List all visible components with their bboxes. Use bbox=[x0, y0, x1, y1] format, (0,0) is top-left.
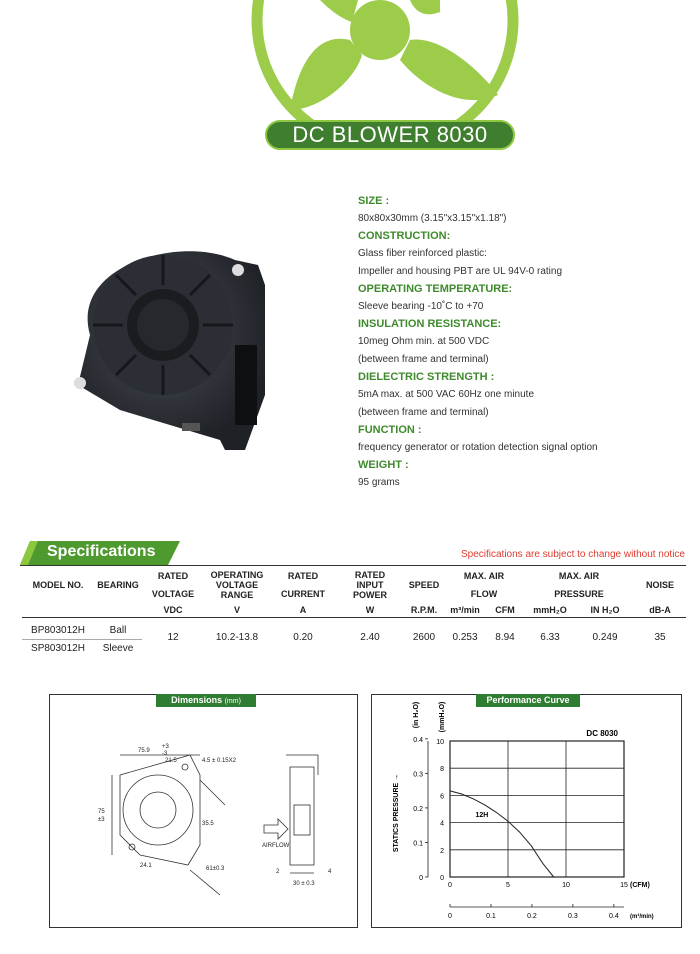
col-pressure: MAX. AIR bbox=[558, 571, 600, 581]
dimensions-tag: Dimensions (mm) bbox=[156, 694, 256, 707]
spec-value: Impeller and housing PBT are UL 94V-0 rating bbox=[358, 266, 563, 277]
dim-airflow: AIRFLOW bbox=[262, 843, 290, 849]
dimensions-panel bbox=[49, 694, 358, 928]
spec-value: 5mA max. at 500 VAC 60Hz one minute bbox=[358, 389, 535, 400]
dim-right-small: 4 bbox=[328, 869, 332, 875]
y-units-in: (in H₂O) bbox=[413, 701, 420, 729]
unit-speed: R.P.M. bbox=[404, 603, 444, 618]
spec-value: frequency generator or rotation detection signal option bbox=[358, 442, 598, 453]
spec-table bbox=[22, 567, 686, 657]
spec-list bbox=[358, 193, 688, 492]
y-tick-in: 0.3 bbox=[413, 771, 423, 779]
spec-value: 10meg Ohm min. at 500 VDC bbox=[358, 336, 490, 347]
unit-flow-cfm: CFM bbox=[486, 603, 524, 618]
unit-blank bbox=[22, 603, 94, 618]
col-airflow: MAX. AIR bbox=[463, 571, 505, 581]
col-op-voltage: OPERATING VOLTAGE RANGE bbox=[210, 570, 264, 600]
spec-heading: WEIGHT : bbox=[358, 459, 409, 471]
unit-noise: dB-A bbox=[634, 603, 686, 618]
divider bbox=[20, 565, 686, 566]
x-tick-cfm: 5 bbox=[506, 882, 510, 889]
y-tick-mm: 10 bbox=[436, 739, 444, 746]
y-axis-label: STATICS PRESSURE → bbox=[393, 773, 400, 853]
series-label: 12H bbox=[475, 812, 489, 820]
y-tick-mm: 4 bbox=[440, 820, 444, 828]
dim-width-tol2: -3 bbox=[162, 751, 168, 757]
y-tick-mm: 6 bbox=[440, 793, 444, 801]
unit-current: A bbox=[270, 603, 336, 618]
dim-width-tol: +3 bbox=[162, 744, 169, 750]
model-cell: BP803012H bbox=[31, 625, 85, 636]
col-pressure-2: PRESSURE bbox=[554, 589, 604, 599]
spec-value: Sleeve bearing -10˚C to +70 bbox=[358, 301, 484, 312]
unit-flow-m3: m³/min bbox=[444, 603, 486, 618]
y-units-mm: (mmH₂O) bbox=[439, 701, 446, 733]
spec-heading: SIZE : bbox=[358, 195, 390, 207]
specifications-title: Specifications bbox=[47, 543, 156, 560]
y-tick-in: 0.2 bbox=[413, 805, 423, 813]
spec-value: (between frame and terminal) bbox=[358, 407, 489, 418]
bearing-cell: Ball bbox=[109, 625, 127, 636]
performance-chart bbox=[372, 695, 681, 927]
spec-value: 80x80x30mm (3.15"x3.15"x1.18") bbox=[358, 213, 507, 224]
dim-bottom: 24.1 bbox=[140, 863, 152, 869]
performance-tag: Performance Curve bbox=[476, 694, 580, 707]
y-tick-in: 0.1 bbox=[413, 840, 423, 848]
specifications-banner bbox=[20, 541, 180, 565]
x-tick-m3: 0 bbox=[448, 913, 452, 920]
col-bearing: BEARING bbox=[97, 580, 139, 590]
spec-heading: DIELECTRIC STRENGTH : bbox=[358, 371, 495, 383]
y-tick-mm: 0 bbox=[440, 875, 444, 882]
col-rated-power: RATED INPUT POWER bbox=[352, 570, 387, 600]
x-units-cfm: (CFM) bbox=[630, 882, 650, 889]
x-tick-m3: 0.1 bbox=[486, 913, 496, 920]
x-tick-cfm: 10 bbox=[562, 882, 570, 889]
dim-height: 75 bbox=[98, 809, 105, 815]
plot-frame bbox=[450, 741, 624, 877]
col-speed: SPEED bbox=[408, 580, 440, 590]
col-airflow-2: FLOW bbox=[470, 589, 498, 599]
spec-heading: INSULATION RESISTANCE: bbox=[358, 318, 502, 330]
y-tick-mm: 2 bbox=[440, 847, 444, 855]
y-tick-in: 0 bbox=[419, 875, 423, 882]
col-rated-voltage: RATED bbox=[157, 571, 189, 581]
spec-heading: CONSTRUCTION: bbox=[358, 230, 451, 242]
performance-panel bbox=[371, 694, 682, 928]
x-tick-cfm: 0 bbox=[448, 882, 452, 889]
dim-hole: 4.5 ± 0.15X2 bbox=[202, 758, 236, 764]
current-cell: 0.20 bbox=[293, 632, 313, 643]
flow-m3-cell: 0.253 bbox=[452, 632, 478, 643]
col-rated-voltage-2: VOLTAGE bbox=[151, 589, 195, 599]
speed-cell: 2600 bbox=[412, 632, 436, 643]
dim-inner: 21.5 bbox=[165, 758, 177, 764]
power-cell: 2.40 bbox=[360, 632, 380, 643]
unit-blank bbox=[94, 603, 142, 618]
dim-width: 75.9 bbox=[138, 748, 150, 754]
dim-diag: 61±0.3 bbox=[206, 866, 225, 872]
dim-thick: 30 ± 0.3 bbox=[293, 881, 315, 887]
col-model: MODEL NO. bbox=[32, 580, 84, 590]
spec-value: Glass fiber reinforced plastic: bbox=[358, 248, 487, 259]
voltage-cell: 12 bbox=[167, 632, 179, 643]
y-tick-in: 0.4 bbox=[413, 736, 423, 744]
blower-photo bbox=[60, 225, 280, 455]
col-noise: NOISE bbox=[645, 580, 674, 590]
unit-press-in: IN H₂O bbox=[576, 603, 634, 618]
noise-cell: 35 bbox=[654, 632, 666, 643]
unit-voltage: VDC bbox=[142, 603, 204, 618]
x-tick-cfm: 15 bbox=[620, 882, 628, 889]
x-tick-m3: 0.4 bbox=[608, 913, 619, 920]
col-rated-current: RATED bbox=[287, 571, 319, 581]
unit-power: W bbox=[336, 603, 404, 618]
bearing-cell: Sleeve bbox=[102, 643, 134, 654]
series-line-12H bbox=[450, 791, 554, 877]
unit-range: V bbox=[204, 603, 270, 618]
x-tick-m3: 0.2 bbox=[527, 913, 537, 920]
y-tick-mm: 8 bbox=[440, 766, 444, 774]
spec-value: (between frame and terminal) bbox=[358, 354, 489, 365]
model-cell: SP803012H bbox=[31, 643, 85, 654]
spec-value: 95 grams bbox=[358, 477, 400, 488]
chart-subtitle: DC 8030 bbox=[586, 729, 618, 738]
press-in-cell: 0.249 bbox=[592, 632, 618, 643]
change-notice: Specifications are subject to change without notice bbox=[460, 549, 685, 560]
dimension-drawing bbox=[50, 695, 357, 927]
range-cell: 10.2-13.8 bbox=[215, 632, 259, 643]
press-mm-cell: 6.33 bbox=[540, 632, 560, 643]
page-title: DC BLOWER 8030 bbox=[265, 120, 515, 150]
dim-side: 35.5 bbox=[202, 821, 214, 827]
dim-left-small: 2 bbox=[276, 869, 280, 875]
x-tick-m3: 0.3 bbox=[568, 913, 578, 920]
flow-cfm-cell: 8.94 bbox=[495, 632, 515, 643]
col-rated-current-2: CURRENT bbox=[281, 589, 325, 599]
spec-heading: FUNCTION : bbox=[358, 424, 422, 436]
unit-press-mm: mmH₂O bbox=[524, 603, 576, 618]
spec-heading: OPERATING TEMPERATURE: bbox=[358, 283, 513, 295]
dim-height-tol: ±3 bbox=[98, 817, 105, 823]
x-units-m3: (m³/min) bbox=[630, 914, 654, 920]
